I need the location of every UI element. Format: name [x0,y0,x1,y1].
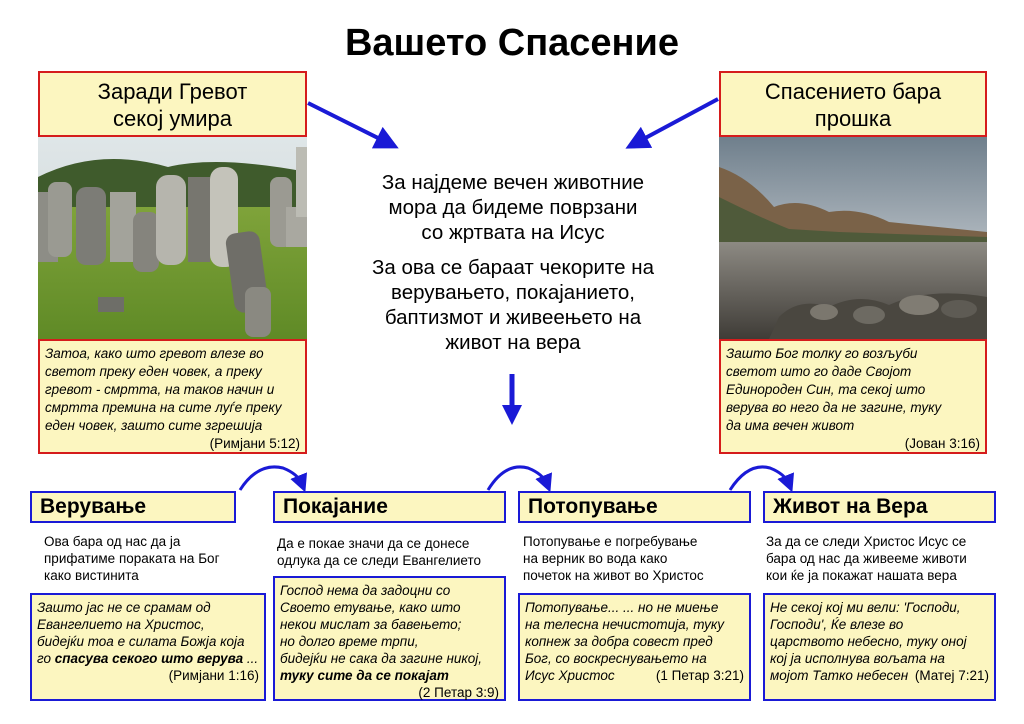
step-text-faith [44,533,244,584]
step-text-line: кои ќе ја покажат нашата вера [766,568,957,583]
step-text-line: Ова бара од нас да ја [44,534,181,549]
center-text-block [330,170,696,355]
right-heading-line1: Спасението бара [764,79,942,104]
step-text-line: прифатиме пораката на Бог [44,551,220,566]
step-text-repentance [277,535,512,569]
step-note-line: Зашто јас не се срамам од [37,600,211,615]
step-text-baptism [523,533,753,584]
note-bold-text: спасува секого што верува [54,651,244,666]
note-text: ... [243,651,259,666]
step-note-line [525,667,744,684]
step-heading-faith: Верување [30,491,236,523]
step-note-reference: (1 Петар 3:21) [655,668,744,683]
center-para2-line1: За ова се бараат чекорите на [371,256,654,279]
step-note-line [37,650,259,667]
center-para1-line2: мора да бидеме поврзани [388,196,638,219]
left-heading-box [38,71,307,137]
step-text-line: Да е покае значи да се донесе [277,536,470,551]
arrow-right-to-center [636,99,718,143]
center-para2-line2: верувањето, покајанието, [391,281,635,304]
arrow-left-to-center [308,103,388,143]
step-text-line: како вистинита [44,568,139,583]
step-note-line: Не секој кој ми вели: 'Господи, [770,600,961,615]
step-note-line: Евангелието на Христос, [37,617,205,632]
step-note-line: Своето етување, како што [280,600,461,615]
step-text-line: За да се следи Христос Исус се [766,534,967,549]
arrow-step3-to-step4 [730,467,789,490]
center-para1-line1: За најдеме вечен животние [381,171,645,194]
step-note-line: Потопување... ... но не миење [525,600,719,615]
step-note-reference: (2 Петар 3:9) [418,685,499,700]
step-note-line: бидејќи не сака да загине никој, [280,651,483,666]
step-note-reference: (Римјани 1:16) [168,668,259,683]
step-note-line: Господи', Ќе влезе во [770,617,904,632]
note-text: мојот Татко небесен [770,668,909,683]
note-text: Исус Христос [525,668,615,683]
step-note-line [280,667,499,684]
right-note-line: верува во него да не загине, туку [726,400,942,415]
right-heading-box [719,71,987,137]
step-note-line: но долго време трпи, [280,634,419,649]
step-note-repentance [273,576,506,701]
right-heading-line2: прошка [814,106,892,131]
left-note-line: Затоа, како што гревот влезе во [45,346,264,361]
center-para2-line4: живот на вера [445,331,581,354]
step-note-line: Бог, со воскреснувањето на [525,651,707,666]
step-note-line: копнеж за добра совест пред [525,634,713,649]
step-text-line: бара од нас да живееме животи [766,551,967,566]
step-text-line: Потопувањe е погребување [523,534,698,549]
step-text-life-of-faith [766,533,1006,584]
step-note-line: бидејќи тоа е силата Божја која [37,634,245,649]
graveyard-photo [38,137,307,339]
step-note-line: некои мислат за бавењето; [280,617,462,632]
left-note-line: гревот - смртта, на таков начин и [45,382,275,397]
step-heading-life-of-faith: Живот на Вера [763,491,996,523]
step-heading-baptism: Потопување [518,491,751,523]
page-title: Вашето Спасение [344,22,679,64]
right-note-line: Зашто Бог толку го возљуби [726,346,918,361]
step-heading-repentance: Покајание [273,491,506,523]
left-note-line: еден човек, зашто сите згрешија [45,418,263,433]
left-note-line: смртта премина на сите луѓе преку [45,400,282,415]
center-para2-line3: баптизмот и живеењето на [384,306,642,329]
right-scripture-note [719,339,987,454]
step-text-line: на верник во вода како [523,551,668,566]
left-heading-line1: Заради Гревот [97,79,248,104]
right-note-line: светот што го даде Својот [726,364,912,379]
left-note-line: светот преку еден човек, а преку [45,364,262,379]
step-note-line: на телесна нечистотија, туку [525,617,725,632]
step-note-line [770,667,989,684]
left-scripture-note [38,339,307,454]
left-heading-line2: секој умира [113,106,232,131]
step-text-line: одлука да се следи Евангелието [277,553,482,568]
step-note-line: царството небесно, туку оној [770,634,967,649]
step-note-line: кој ја исполнува вољата на [770,651,945,666]
step-note-life-of-faith [763,593,996,701]
step-note-faith [30,593,266,701]
step-text-line: почеток на живот во Христос [523,568,704,583]
right-note-line: да има вечен живот [726,418,855,433]
left-note-reference: (Римјани 5:12) [209,436,300,451]
note-text: го [37,651,55,666]
arrow-step2-to-step3 [488,467,547,490]
step-note-baptism [518,593,751,701]
right-note-line: Единороден Син, та секој што [726,382,926,397]
step-note-reference: (Матеј 7:21) [914,668,989,683]
arrow-step1-to-step2 [240,467,302,490]
step-note-line: Господ нема да задоцни со [280,583,451,598]
lake-photo [719,137,987,339]
right-note-reference: (Јован 3:16) [904,436,980,451]
note-bold-text: туку сите да се покајат [280,668,449,683]
center-para1-line3: со жртвата на Исус [421,221,605,244]
